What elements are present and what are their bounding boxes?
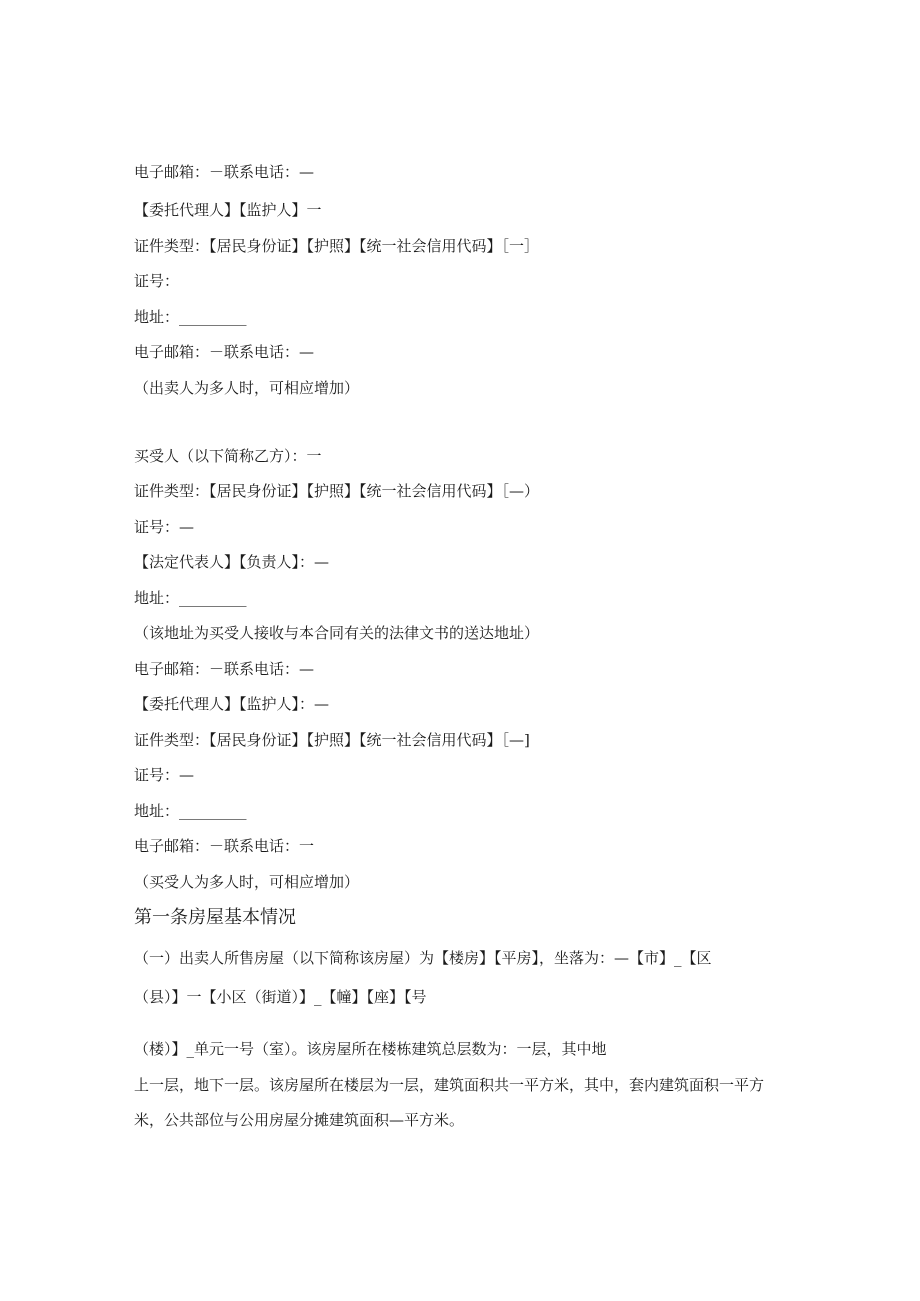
article-1-line-4: 上一层，地下一层。该房屋所在楼层为一层，建筑面积共一平方米，其中，套内建筑面积一平方 <box>134 1076 765 1094</box>
buyer-address: 地址：_________ <box>134 589 247 607</box>
article-1-line-1: （一）出卖人所售房屋（以下简称该房屋）为【楼房】【平房】，坐落为：—【市】_【区 <box>134 949 712 967</box>
seller-agent-id-number: 证号： <box>134 272 180 290</box>
buyer-contact: 电子邮箱：－联系电话：— <box>134 660 315 678</box>
seller-multi-note: （出卖人为多人时，可相应增加） <box>134 379 360 397</box>
buyer-id-type: 证件类型：【居民身份证】【护照】【统一社会信用代码】［—） <box>134 482 540 500</box>
buyer-agent-label: 【委托代理人】【监护人】：— <box>134 695 330 713</box>
article-1-line-3: （楼）】_单元一号（室）。该房屋所在楼栋建筑总层数为：一层，其中地 <box>134 1040 607 1058</box>
seller-agent-address: 地址：_________ <box>134 308 247 326</box>
buyer-id-number: 证号：— <box>134 518 195 536</box>
article-1-heading: 第一条房屋基本情况 <box>134 907 296 928</box>
buyer-agent-address: 地址：_________ <box>134 802 247 820</box>
seller-contact-line: 电子邮箱：－联系电话：— <box>134 163 315 181</box>
buyer-address-note: （该地址为买受人接收与本合同有关的法律文书的送达地址） <box>134 624 540 642</box>
buyer-agent-contact: 电子邮箱：－联系电话：一 <box>134 837 315 855</box>
buyer-agent-id-type: 证件类型：【居民身份证】【护照】【统一社会信用代码】［—] <box>134 731 530 749</box>
seller-agent-label: 【委托代理人】【监护人】一 <box>134 201 322 219</box>
seller-agent-contact: 电子邮箱：－联系电话：— <box>134 343 315 361</box>
buyer-name-label: 买受人（以下简称乙方）：一 <box>134 447 322 465</box>
article-1-line-5: 米，公共部位与公用房屋分摊建筑面积—平方米。 <box>134 1111 465 1129</box>
buyer-legal-rep: 【法定代表人】【负责人】：— <box>134 553 330 571</box>
buyer-multi-note: （买受人为多人时，可相应增加） <box>134 873 360 891</box>
article-1-line-2: （县）】一【小区（街道）】_【幢】【座】【号 <box>134 988 427 1006</box>
seller-agent-id-type: 证件类型：【居民身份证】【护照】【统一社会信用代码】［一］ <box>134 237 540 255</box>
buyer-agent-id-number: 证号：— <box>134 766 195 784</box>
